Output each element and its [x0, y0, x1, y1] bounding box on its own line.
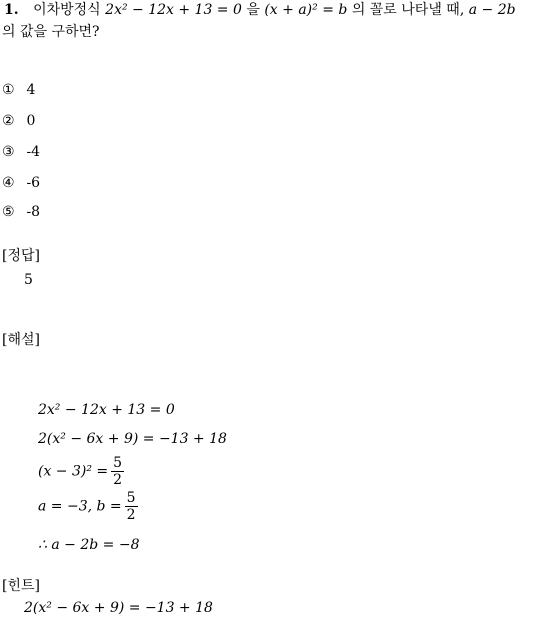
choice-mark: ① [2, 82, 15, 98]
question-form: (x + a)² = b [264, 2, 348, 18]
choice-2[interactable] [2, 111, 35, 131]
choice-value: 4 [26, 82, 36, 98]
choice-4[interactable] [2, 173, 40, 193]
question-expression: a − 2b [468, 2, 516, 18]
solution-step-1: 2x² − 12x + 13 = 0 [38, 402, 175, 418]
choice-value: -6 [26, 175, 41, 191]
hint-value: 2(x² − 6x + 9) = −13 + 18 [24, 600, 213, 616]
choice-5[interactable] [2, 202, 40, 222]
answer-label: [정답] [2, 248, 40, 264]
choice-mark: ④ [2, 175, 15, 191]
step-3-left: (x − 3)² = [38, 463, 109, 480]
answer-value: 5 [24, 272, 33, 288]
question-equation: 2x² − 12x + 13 = 0 [105, 2, 242, 18]
choice-value: 0 [26, 113, 36, 129]
choice-mark: ② [2, 113, 15, 129]
question-number: 1. [4, 2, 19, 18]
solution-step-2: 2(x² − 6x + 9) = −13 + 18 [38, 431, 227, 447]
question-text: 이차방정식 [33, 2, 101, 18]
question-line-1 [4, 0, 516, 20]
fraction-numerator: 5 [113, 455, 123, 471]
question-line-2: 의 값을 구하면? [2, 24, 100, 40]
step-4-left: a = −3, b = [38, 498, 122, 515]
fraction [111, 455, 124, 488]
choice-value: -8 [26, 204, 41, 220]
solution-label: [해설] [2, 332, 40, 348]
fraction-denominator: 2 [113, 472, 123, 488]
choice-1[interactable] [2, 80, 35, 100]
choice-mark: ⑤ [2, 204, 15, 220]
choice-value: -4 [26, 144, 41, 160]
fraction [125, 490, 138, 523]
solution-step-4 [38, 490, 138, 523]
choice-3[interactable] [2, 142, 40, 162]
solution-step-3 [38, 455, 124, 488]
fraction-denominator: 2 [126, 507, 136, 523]
choice-mark: ③ [2, 144, 15, 160]
fraction-numerator: 5 [126, 490, 136, 506]
question-connector: 을 [246, 2, 260, 18]
hint-label: [힌트] [2, 578, 40, 594]
solution-step-5: ∴ a − 2b = −8 [38, 537, 140, 553]
question-tail: 의 꼴로 나타낼 때, [351, 2, 465, 18]
